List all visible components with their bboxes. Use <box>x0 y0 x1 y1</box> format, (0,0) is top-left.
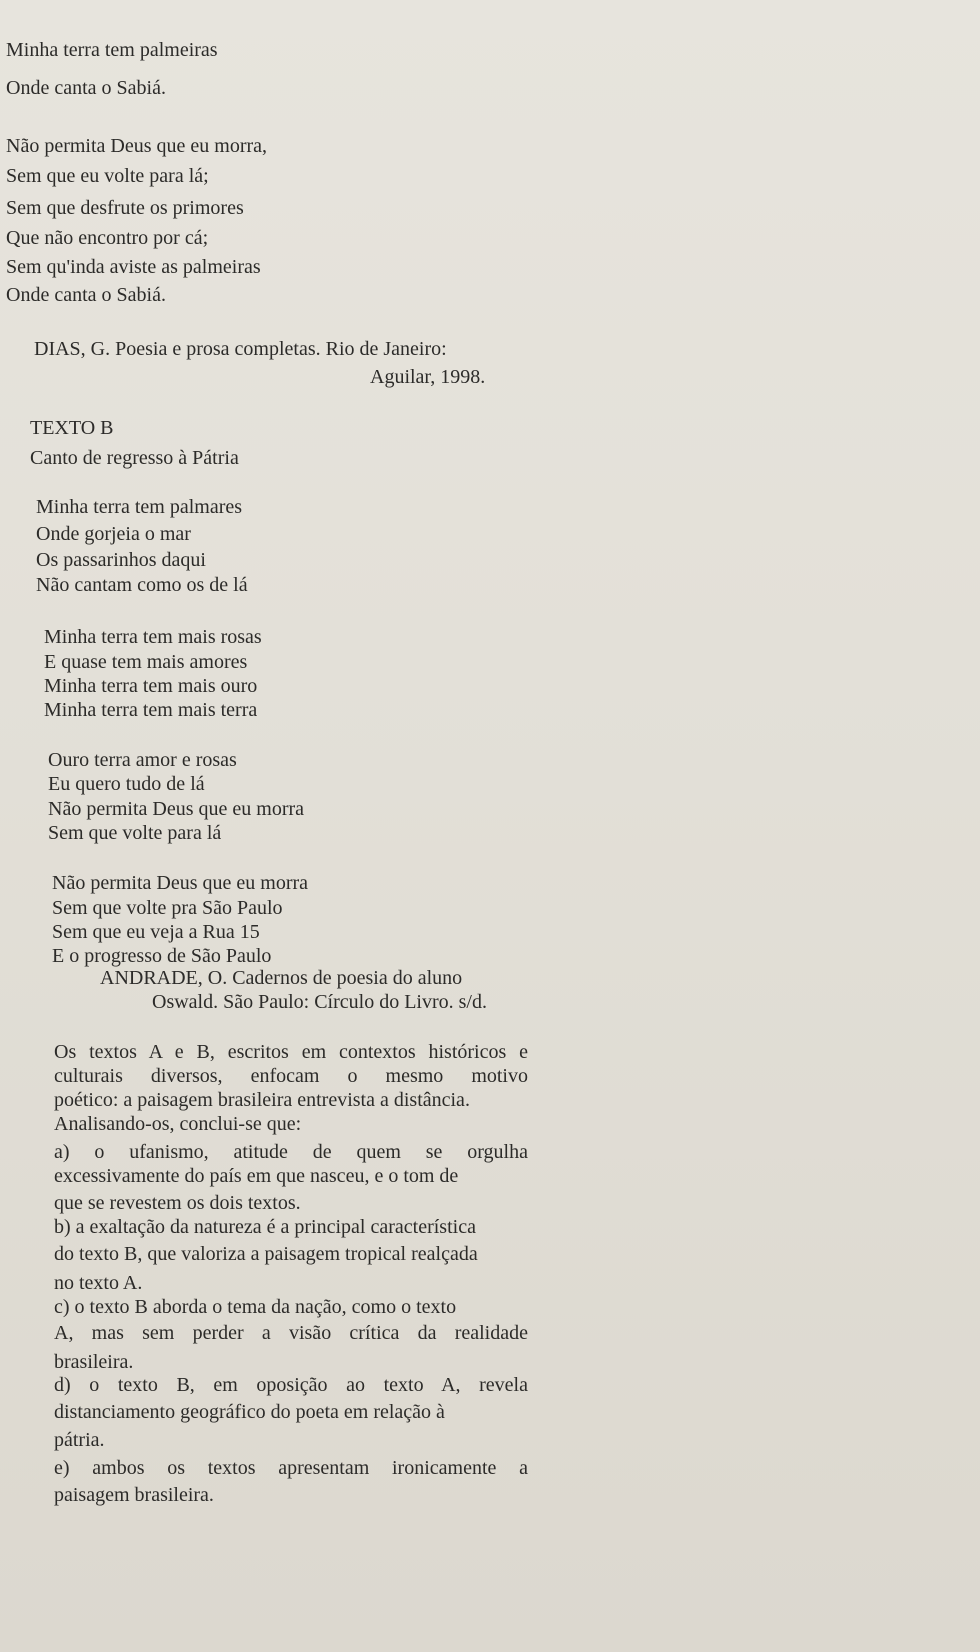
source-a: DIAS, G. Poesia e prosa completas. Rio de Janeiro: <box>34 338 447 360</box>
poem-b-line: Ouro terra amor e rosas <box>48 749 237 771</box>
poem-b-line: E quase tem mais amores <box>44 651 248 673</box>
poem-a-line: Sem que desfrute os primores <box>6 197 244 219</box>
option-line: pátria. <box>54 1429 105 1451</box>
poem-a-line: Onde canta o Sabiá. <box>6 284 166 306</box>
poem-b-line: Onde gorjeia o mar <box>36 523 191 545</box>
option-line: A, mas sem perder a visão crítica da realidade <box>54 1322 528 1344</box>
option-line: e) ambos os textos apresentam ironicamente a <box>54 1457 528 1479</box>
poem-b-line: Não permita Deus que eu morra <box>48 798 305 820</box>
option-line: do texto B, que valoriza a paisagem tropical realçada <box>54 1243 478 1265</box>
texto-b-title: Canto de regresso à Pátria <box>30 447 239 469</box>
statement-line: Analisando-os, conclui-se que: <box>54 1113 302 1135</box>
poem-a-line: Sem qu'inda aviste as palmeiras <box>6 256 261 278</box>
poem-b-line: Sem que volte pra São Paulo <box>52 897 283 919</box>
option-line: distanciamento geográfico do poeta em relação à <box>54 1401 445 1423</box>
source-b: Oswald. São Paulo: Círculo do Livro. s/d. <box>152 991 487 1013</box>
poem-b-line: Minha terra tem mais terra <box>44 699 258 721</box>
poem-b-line: Sem que eu veja a Rua 15 <box>52 921 260 943</box>
poem-b-line: E o progresso de São Paulo <box>52 945 272 967</box>
poem-b-line: Sem que volte para lá <box>48 822 222 844</box>
option-line: excessivamente do país em que nasceu, e o tom de <box>54 1165 459 1187</box>
poem-a-line: Minha terra tem palmeiras <box>6 39 218 61</box>
option-line: d) o texto B, em oposição ao texto A, revela <box>54 1374 528 1396</box>
poem-a-line: Onde canta o Sabiá. <box>6 77 166 99</box>
poem-a-line: Que não encontro por cá; <box>6 227 209 249</box>
statement-line: poético: a paisagem brasileira entrevista a distância. <box>54 1089 470 1111</box>
poem-a-line: Sem que eu volte para lá; <box>6 165 209 187</box>
option-line: brasileira. <box>54 1351 134 1373</box>
option-line: a) o ufanismo, atitude de quem se orgulha <box>54 1141 528 1163</box>
option-line: que se revestem os dois textos. <box>54 1192 301 1214</box>
poem-b-line: Não permita Deus que eu morra <box>52 872 309 894</box>
texto-b-label: TEXTO B <box>30 417 114 439</box>
poem-b-line: Eu quero tudo de lá <box>48 773 205 795</box>
source-a: Aguilar, 1998. <box>370 366 486 388</box>
poem-b-line: Minha terra tem palmares <box>36 496 243 518</box>
option-line: c) o texto B aborda o tema da nação, como o texto <box>54 1296 457 1318</box>
statement-line: Os textos A e B, escritos em contextos históricos e <box>54 1041 528 1063</box>
poem-a-line: Não permita Deus que eu morra, <box>6 135 268 157</box>
option-line: no texto A. <box>54 1272 143 1294</box>
source-b: ANDRADE, O. Cadernos de poesia do aluno <box>100 967 463 989</box>
option-line: b) a exaltação da natureza é a principal característica <box>54 1216 476 1238</box>
poem-b-line: Minha terra tem mais ouro <box>44 675 258 697</box>
statement-line: culturais diversos, enfocam o mesmo motivo <box>54 1065 528 1087</box>
option-line: paisagem brasileira. <box>54 1484 214 1506</box>
poem-b-line: Minha terra tem mais rosas <box>44 626 262 648</box>
poem-b-line: Os passarinhos daqui <box>36 549 206 571</box>
poem-b-line: Não cantam como os de lá <box>36 574 248 596</box>
